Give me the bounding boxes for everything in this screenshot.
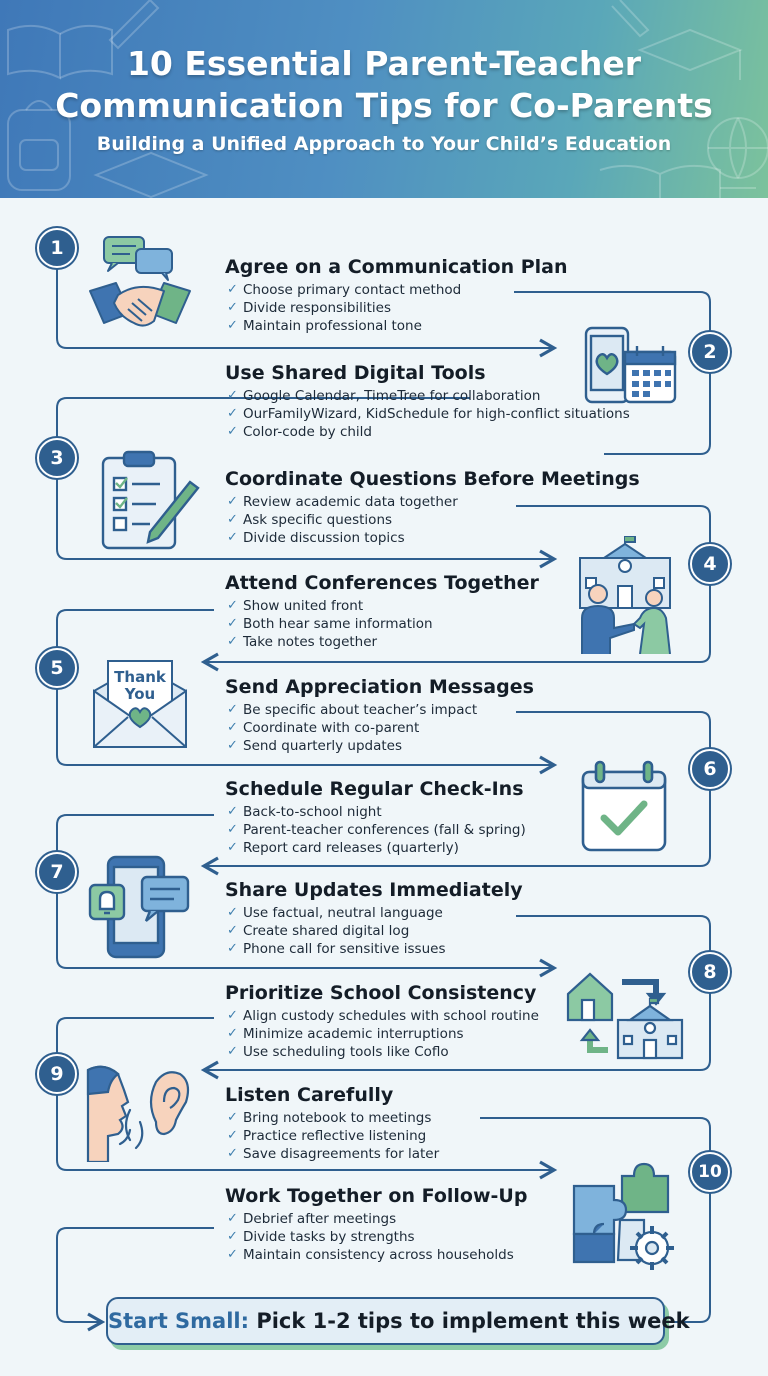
list-item: ✓ Use factual, neutral language (225, 904, 705, 922)
tip-7 (225, 878, 705, 958)
tip-title: Attend Conferences Together (225, 572, 539, 594)
tip-1 (225, 255, 705, 335)
school-people-icon (574, 536, 676, 654)
thank-you-line-2: You (124, 685, 156, 703)
page-title-line-2: Communication Tips for Co-Parents (55, 86, 713, 125)
thank-you-line-1: Thank (114, 668, 166, 686)
tip-list (225, 904, 705, 958)
tip-title: Agree on a Communication Plan (225, 256, 568, 278)
tip-title: Listen Carefully (225, 1084, 394, 1106)
list-item: ✓ Align custody schedules with school routine (225, 1007, 705, 1025)
tip-9 (225, 1083, 705, 1163)
call-to-action-box (106, 1297, 690, 1345)
list-item: ✓ Coordinate with co-parent (225, 719, 705, 737)
list-item: ✓ Use scheduling tools like Coflo (225, 1043, 705, 1061)
page-subtitle: Building a Unified Approach to Your Child’s Education (96, 133, 672, 155)
list-item: ✓ Parent-teacher conferences (fall & spring) (225, 821, 705, 839)
list-item: ✓ Show united front (225, 597, 705, 615)
phone-notification-icon (88, 855, 190, 959)
tip-3 (225, 467, 705, 547)
list-item: ✓ Color-code by child (225, 423, 705, 441)
phone-calendar-icon (583, 326, 679, 406)
step-badge-7: 7 (37, 852, 77, 892)
tip-list (225, 701, 705, 755)
list-item: ✓ Review academic data together (225, 493, 705, 511)
list-item: ✓ Debrief after meetings (225, 1210, 705, 1228)
step-badge-8: 8 (690, 952, 730, 992)
list-item: ✓ Send quarterly updates (225, 737, 705, 755)
list-item: ✓ Create shared digital log (225, 922, 705, 940)
list-item: ✓ Back-to-school night (225, 803, 705, 821)
puzzle-gear-icon (572, 1160, 678, 1272)
house-school-arrows-icon (566, 970, 686, 1060)
list-item: ✓ Report card releases (quarterly) (225, 839, 705, 857)
list-item: ✓ Save disagreements for later (225, 1145, 705, 1163)
list-item: ✓ Both hear same information (225, 615, 705, 633)
tip-title: Work Together on Follow-Up (225, 1185, 528, 1207)
tip-title: Schedule Regular Check-Ins (225, 778, 524, 800)
clipboard-checklist-icon (100, 450, 200, 552)
tip-title: Coordinate Questions Before Meetings (225, 468, 640, 490)
list-item: ✓ Maintain professional tone (225, 317, 705, 335)
list-item: ✓ Divide discussion topics (225, 529, 705, 547)
cta-text: Pick 1-2 tips to implement this week (256, 1309, 690, 1333)
list-item: ✓ Divide tasks by strengths (225, 1228, 705, 1246)
list-item: ✓ Practice reflective listening (225, 1127, 705, 1145)
list-item: ✓ OurFamilyWizard, KidSchedule for high-conflict situations (225, 405, 705, 423)
step-badge-2: 2 (690, 332, 730, 372)
tip-5 (225, 675, 705, 755)
step-badge-1: 1 (37, 228, 77, 268)
tip-title: Share Updates Immediately (225, 879, 523, 901)
step-badge-9: 9 (37, 1054, 77, 1094)
list-item: ✓ Maintain consistency across households (225, 1246, 705, 1264)
list-item: ✓ Bring notebook to meetings (225, 1109, 705, 1127)
list-item: ✓ Take notes together (225, 633, 705, 651)
thank-you-envelope-icon (91, 655, 189, 751)
tip-list (225, 1109, 705, 1163)
list-item: ✓ Ask specific questions (225, 511, 705, 529)
tip-title: Send Appreciation Messages (225, 676, 534, 698)
tip-title: Prioritize School Consistency (225, 982, 537, 1004)
step-badge-5: 5 (37, 648, 77, 688)
tip-title: Use Shared Digital Tools (225, 362, 486, 384)
list-item: ✓ Be specific about teacher’s impact (225, 701, 705, 719)
list-item: ✓ Phone call for sensitive issues (225, 940, 705, 958)
handshake-chat-icon (88, 233, 192, 341)
page-title-line-1: 10 Essential Parent-Teacher (126, 44, 642, 83)
list-item: ✓ Google Calendar, TimeTree for collaboration (225, 387, 705, 405)
step-badge-3: 3 (37, 438, 77, 478)
step-badge-4: 4 (690, 544, 730, 584)
list-item: ✓ Choose primary contact method (225, 281, 705, 299)
calendar-check-icon (580, 760, 670, 854)
list-item: ✓ Minimize academic interruptions (225, 1025, 705, 1043)
step-badge-6: 6 (690, 749, 730, 789)
cta-lead: Start Small: (108, 1309, 250, 1333)
step-badge-10: 10 (690, 1152, 730, 1192)
listening-ear-icon (86, 1064, 192, 1162)
list-item: ✓ Divide responsibilities (225, 299, 705, 317)
